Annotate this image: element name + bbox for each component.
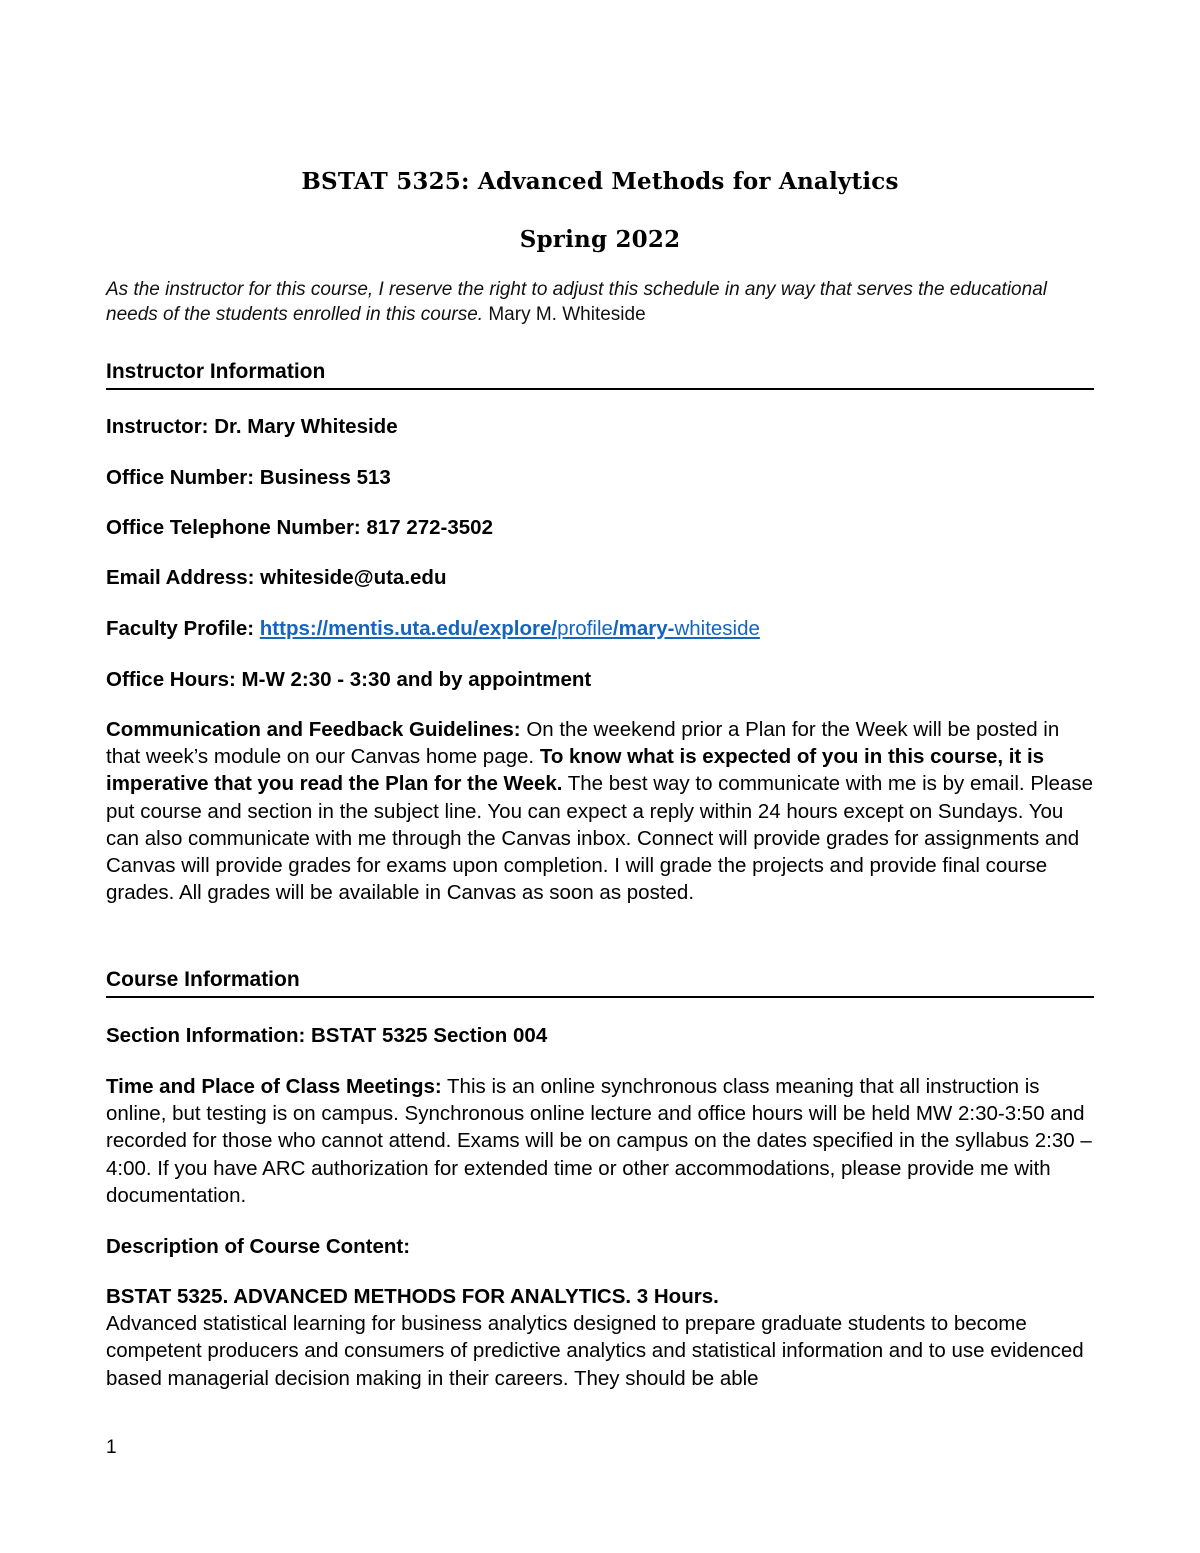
- instructor-name: Instructor: Dr. Mary Whiteside: [106, 415, 398, 438]
- profile-link-part: profile: [557, 617, 613, 640]
- faculty-profile-label: Faculty Profile:: [106, 617, 260, 640]
- communication-guidelines: [106, 716, 1094, 906]
- faculty-profile: [106, 615, 1094, 642]
- section-information: Section Information: BSTAT 5325 Section 004: [106, 1024, 548, 1047]
- course-content-label: Description of Course Content:: [106, 1235, 411, 1258]
- class-meetings-label: Time and Place of Class Meetings:: [106, 1075, 442, 1098]
- profile-link-part: https://mentis.uta.edu/explore/: [259, 617, 558, 640]
- office-number: Office Number: Business 513: [106, 466, 391, 489]
- profile-link-part: /mary-: [612, 617, 675, 640]
- schedule-disclaimer: [106, 277, 1096, 327]
- catalog-description: [106, 1283, 1094, 1392]
- communication-text: On the weekend prior a Plan for the Week will be posted in that week’s module on our Canvas home page.: [106, 718, 1060, 769]
- course-title: BSTAT 5325: Advanced Methods for Analytics: [301, 168, 899, 195]
- office-hours: Office Hours: M-W 2:30 - 3:30 and by appointment: [106, 668, 592, 691]
- email-address: Email Address: whiteside@uta.edu: [106, 566, 447, 589]
- course-term: Spring 2022: [519, 226, 681, 253]
- course-information-heading: Course Information: [106, 968, 1094, 998]
- communication-emphasis: To know what is expected of you in this course, it is imperative that you read the Plan for the Week.: [106, 745, 1045, 796]
- class-meetings: [106, 1073, 1094, 1209]
- catalog-text: Advanced statistical learning for business analytics designed to prepare graduate students to become competent producers and consumers of predictive analytics and statistical information and to use evidenced based managerial decision making in their careers. They should be able: [106, 1312, 1084, 1390]
- faculty-profile-link[interactable]: [260, 617, 760, 640]
- communication-label: Communication and Feedback Guidelines:: [106, 718, 521, 741]
- office-telephone: Office Telephone Number: 817 272-3502: [106, 516, 493, 539]
- instructor-information-heading: Instructor Information: [106, 360, 1094, 390]
- catalog-heading: BSTAT 5325. ADVANCED METHODS FOR ANALYTICS. 3 Hours.: [106, 1285, 719, 1308]
- disclaimer-signature: Mary M. Whiteside: [483, 304, 646, 325]
- class-meetings-text: This is an online synchronous class meaning that all instruction is online, but testing is on campus. Synchronous online lecture and office hours will be held MW 2:30-3:50 and recorded for those who cannot attend. Exams will be on campus on the dates specified in the syllabus 2:30 – 4:00. If you have ARC authorization for extended time or other accommodations, please provide me with documentation.: [106, 1075, 1092, 1207]
- profile-link-part: whiteside: [674, 617, 760, 640]
- disclaimer-text: As the instructor for this course, I reserve the right to adjust this schedule in any way that serves the educational needs of the students enrolled in this course.: [106, 279, 1047, 325]
- page-number: 1: [106, 1437, 117, 1458]
- communication-text: The best way to communicate with me is by email. Please put course and section in the subject line. You can expect a reply within 24 hours except on Sundays. You can also communicate with me through the Canvas inbox. Connect will provide grades for assignments and Canvas will provide grades for exams upon completion. I will grade the projects and provide final course grades. All grades will be available in Canvas as soon as posted.: [106, 772, 1094, 905]
